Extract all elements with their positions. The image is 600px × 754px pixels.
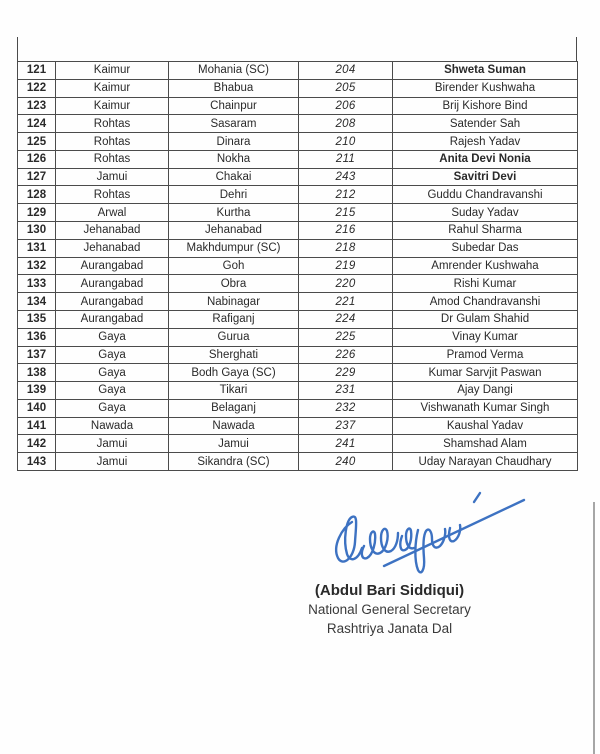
table-row	[18, 293, 578, 311]
constituency-cell: Dinara	[169, 133, 299, 151]
constituency-cell: Sherghati	[169, 346, 299, 364]
candidate-cell: Ajay Dangi	[393, 382, 578, 400]
number-cell: 204	[299, 62, 393, 80]
district-cell: Kaimur	[56, 97, 169, 115]
district-cell: Jamui	[56, 435, 169, 453]
district-cell: Aurangabad	[56, 310, 169, 328]
serial-cell: 131	[18, 239, 56, 257]
candidate-cell: Kaushal Yadav	[393, 417, 578, 435]
number-cell: 210	[299, 133, 393, 151]
district-cell: Kaimur	[56, 62, 169, 80]
candidate-cell: Savitri Devi	[393, 168, 578, 186]
candidate-cell: Subedar Das	[393, 239, 578, 257]
table-row	[18, 79, 578, 97]
district-cell: Jehanabad	[56, 222, 169, 240]
constituency-cell: Nawada	[169, 417, 299, 435]
constituency-cell: Belaganj	[169, 399, 299, 417]
table-row	[18, 222, 578, 240]
constituency-cell: Nabinagar	[169, 293, 299, 311]
number-cell: 215	[299, 204, 393, 222]
district-cell: Aurangabad	[56, 275, 169, 293]
serial-cell: 142	[18, 435, 56, 453]
number-cell: 226	[299, 346, 393, 364]
district-cell: Nawada	[56, 417, 169, 435]
number-cell: 232	[299, 399, 393, 417]
candidates-table-body	[18, 62, 578, 471]
candidate-cell: Anita Devi Nonia	[393, 150, 578, 168]
constituency-cell: Dehri	[169, 186, 299, 204]
table-row	[18, 257, 578, 275]
table-row	[18, 133, 578, 151]
serial-cell: 139	[18, 382, 56, 400]
district-cell: Gaya	[56, 328, 169, 346]
district-cell: Rohtas	[56, 133, 169, 151]
district-cell: Jehanabad	[56, 239, 169, 257]
table-row	[18, 435, 578, 453]
constituency-cell: Sikandra (SC)	[169, 453, 299, 471]
constituency-cell: Chainpur	[169, 97, 299, 115]
candidate-cell: Guddu Chandravanshi	[393, 186, 578, 204]
number-cell: 212	[299, 186, 393, 204]
serial-cell: 138	[18, 364, 56, 382]
serial-cell: 135	[18, 310, 56, 328]
candidate-cell: Dr Gulam Shahid	[393, 310, 578, 328]
candidate-cell: Amod Chandravanshi	[393, 293, 578, 311]
signature-ink-icon	[328, 486, 533, 578]
handwritten-signature	[328, 486, 533, 578]
number-cell: 219	[299, 257, 393, 275]
table-row	[18, 275, 578, 293]
district-cell: Gaya	[56, 364, 169, 382]
serial-cell: 125	[18, 133, 56, 151]
table-row	[18, 62, 578, 80]
constituency-cell: Jehanabad	[169, 222, 299, 240]
number-cell: 241	[299, 435, 393, 453]
signatory-name: (Abdul Bari Siddiqui)	[314, 582, 465, 599]
number-cell: 224	[299, 310, 393, 328]
number-cell: 220	[299, 275, 393, 293]
constituency-cell: Rafiganj	[169, 310, 299, 328]
constituency-cell: Nokha	[169, 150, 299, 168]
signatory-title: National General Secretary	[308, 602, 471, 617]
constituency-cell: Mohania (SC)	[169, 62, 299, 80]
candidate-cell: Birender Kushwaha	[393, 79, 578, 97]
table-row	[18, 310, 578, 328]
district-cell: Aurangabad	[56, 293, 169, 311]
district-cell: Jamui	[56, 168, 169, 186]
district-cell: Aurangabad	[56, 257, 169, 275]
signatory-organization: Rashtriya Janata Dal	[326, 621, 453, 636]
candidate-cell: Uday Narayan Chaudhary	[393, 453, 578, 471]
constituency-cell: Goh	[169, 257, 299, 275]
serial-cell: 137	[18, 346, 56, 364]
constituency-cell: Bodh Gaya (SC)	[169, 364, 299, 382]
table-row	[18, 328, 578, 346]
table-row	[18, 168, 578, 186]
number-cell: 218	[299, 239, 393, 257]
candidate-cell: Pramod Verma	[393, 346, 578, 364]
serial-cell: 128	[18, 186, 56, 204]
serial-cell: 127	[18, 168, 56, 186]
number-cell: 237	[299, 417, 393, 435]
serial-cell: 136	[18, 328, 56, 346]
constituency-cell: Gurua	[169, 328, 299, 346]
candidate-cell: Vinay Kumar	[393, 328, 578, 346]
candidate-cell: Satender Sah	[393, 115, 578, 133]
serial-cell: 143	[18, 453, 56, 471]
number-cell: 225	[299, 328, 393, 346]
candidate-cell: Shweta Suman	[393, 62, 578, 80]
number-cell: 231	[299, 382, 393, 400]
number-cell: 229	[299, 364, 393, 382]
constituency-cell: Bhabua	[169, 79, 299, 97]
serial-cell: 121	[18, 62, 56, 80]
table-row	[18, 186, 578, 204]
candidate-cell: Brij Kishore Bind	[393, 97, 578, 115]
signatory-block	[272, 581, 507, 638]
number-cell: 206	[299, 97, 393, 115]
number-cell: 240	[299, 453, 393, 471]
table-row	[18, 364, 578, 382]
constituency-cell: Chakai	[169, 168, 299, 186]
constituency-cell: Kurtha	[169, 204, 299, 222]
constituency-cell: Tikari	[169, 382, 299, 400]
table-row	[18, 382, 578, 400]
district-cell: Arwal	[56, 204, 169, 222]
table-row	[18, 97, 578, 115]
table-row	[18, 417, 578, 435]
candidate-cell: Amrender Kushwaha	[393, 257, 578, 275]
number-cell: 208	[299, 115, 393, 133]
scan-page-edge-shadow	[593, 502, 595, 754]
number-cell: 216	[299, 222, 393, 240]
candidate-cell: Kumar Sarvjit Paswan	[393, 364, 578, 382]
candidates-table	[17, 61, 578, 471]
candidate-cell: Suday Yadav	[393, 204, 578, 222]
table-row	[18, 399, 578, 417]
serial-cell: 129	[18, 204, 56, 222]
serial-cell: 126	[18, 150, 56, 168]
table-row	[18, 346, 578, 364]
serial-cell: 134	[18, 293, 56, 311]
serial-cell: 122	[18, 79, 56, 97]
table-row	[18, 453, 578, 471]
serial-cell: 132	[18, 257, 56, 275]
table-row	[18, 239, 578, 257]
number-cell: 211	[299, 150, 393, 168]
district-cell: Gaya	[56, 399, 169, 417]
district-cell: Gaya	[56, 346, 169, 364]
district-cell: Rohtas	[56, 115, 169, 133]
serial-cell: 124	[18, 115, 56, 133]
number-cell: 205	[299, 79, 393, 97]
table-row	[18, 115, 578, 133]
candidate-cell: Rajesh Yadav	[393, 133, 578, 151]
constituency-cell: Makhdumpur (SC)	[169, 239, 299, 257]
serial-cell: 130	[18, 222, 56, 240]
district-cell: Rohtas	[56, 150, 169, 168]
constituency-cell: Obra	[169, 275, 299, 293]
district-cell: Kaimur	[56, 79, 169, 97]
district-cell: Jamui	[56, 453, 169, 471]
district-cell: Gaya	[56, 382, 169, 400]
serial-cell: 141	[18, 417, 56, 435]
table-row	[18, 204, 578, 222]
constituency-cell: Sasaram	[169, 115, 299, 133]
serial-cell: 123	[18, 97, 56, 115]
candidate-cell: Rishi Kumar	[393, 275, 578, 293]
constituency-cell: Jamui	[169, 435, 299, 453]
table-row	[18, 150, 578, 168]
candidate-cell: Rahul Sharma	[393, 222, 578, 240]
candidate-cell: Vishwanath Kumar Singh	[393, 399, 578, 417]
number-cell: 221	[299, 293, 393, 311]
district-cell: Rohtas	[56, 186, 169, 204]
candidate-cell: Shamshad Alam	[393, 435, 578, 453]
serial-cell: 133	[18, 275, 56, 293]
serial-cell: 140	[18, 399, 56, 417]
table-partial-top-row	[17, 37, 577, 61]
number-cell: 243	[299, 168, 393, 186]
